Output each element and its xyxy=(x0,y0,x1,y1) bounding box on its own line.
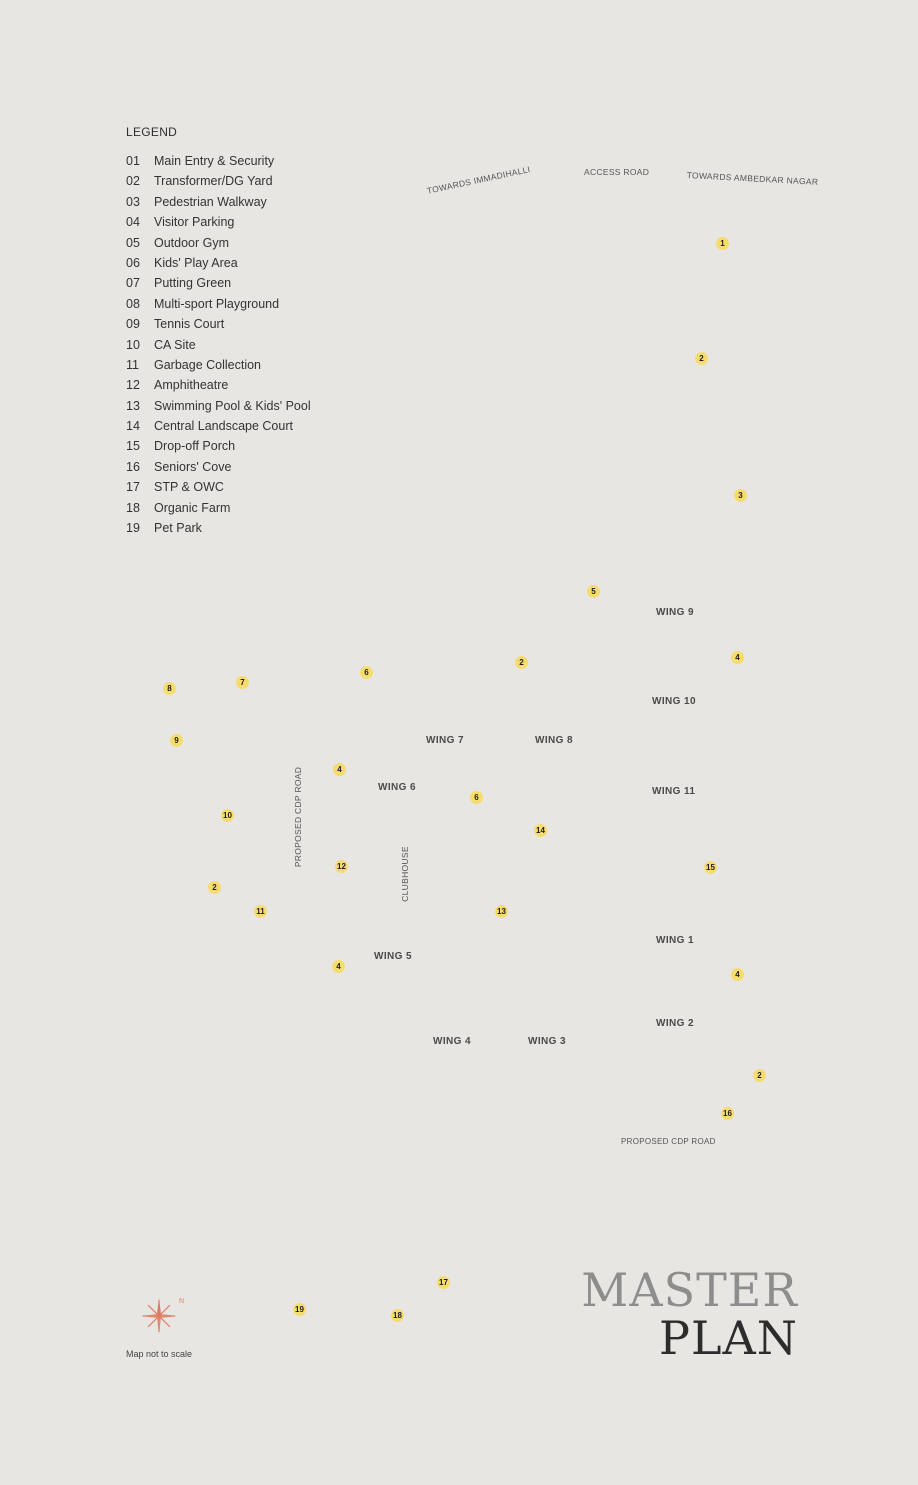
title-line-plan: PLAN xyxy=(659,1311,798,1365)
amenity-marker[interactable]: 6 xyxy=(360,666,373,679)
legend-item xyxy=(126,396,311,416)
amenity-marker[interactable]: 7 xyxy=(236,676,249,689)
legend-item-number: 16 xyxy=(126,459,140,474)
legend-item xyxy=(126,314,311,334)
legend-item-number: 15 xyxy=(126,439,140,454)
legend-item-number: 08 xyxy=(126,296,140,311)
clubhouse-label: CLUBHOUSE xyxy=(400,846,410,902)
amenity-marker[interactable]: 4 xyxy=(332,960,345,973)
wing-3-label: WING 3 xyxy=(528,1036,566,1047)
amenity-marker[interactable]: 4 xyxy=(731,968,744,981)
wing-4-label: WING 4 xyxy=(433,1036,471,1047)
wing-7-label: WING 7 xyxy=(426,735,464,746)
amenity-marker[interactable]: 13 xyxy=(495,905,508,918)
legend-item-label: Kids' Play Area xyxy=(154,255,238,270)
amenity-marker[interactable]: 3 xyxy=(734,489,747,502)
legend-item-label: Tennis Court xyxy=(154,317,225,332)
road-label-proposed-cdp-west: PROPOSED CDP ROAD xyxy=(293,766,303,868)
legend-item-label: Drop-off Porch xyxy=(154,439,236,454)
legend-item-label: STP & OWC xyxy=(154,480,224,495)
amenity-marker[interactable]: 4 xyxy=(731,651,744,664)
amenity-marker[interactable]: 15 xyxy=(704,861,717,874)
legend-item xyxy=(126,457,311,477)
amenity-marker[interactable]: 19 xyxy=(293,1303,306,1316)
legend-item-number: 01 xyxy=(126,154,140,168)
legend-list xyxy=(126,151,311,538)
legend-item xyxy=(126,192,311,212)
legend-item-number: 07 xyxy=(126,276,140,291)
legend-item xyxy=(126,498,311,518)
legend-item-number: 11 xyxy=(126,357,139,372)
road-label-towards-immadihalli: TOWARDS IMMADIHALLI xyxy=(426,164,532,196)
compass-rose-icon xyxy=(139,1294,187,1338)
wing-1-label: WING 1 xyxy=(656,935,694,946)
legend-item xyxy=(126,151,311,171)
amenity-marker[interactable]: 9 xyxy=(170,734,183,747)
amenity-marker[interactable]: 8 xyxy=(163,682,176,695)
legend xyxy=(126,125,311,538)
page-title xyxy=(581,1263,798,1365)
amenity-marker[interactable]: 2 xyxy=(695,352,708,365)
legend-item-number: 19 xyxy=(126,521,140,536)
amenity-marker[interactable]: 12 xyxy=(335,860,348,873)
legend-item-number: 09 xyxy=(126,317,140,332)
legend-item-label: Multi-sport Playground xyxy=(154,296,280,311)
amenity-marker[interactable]: 2 xyxy=(515,656,528,669)
legend-item-number: 03 xyxy=(126,194,140,209)
legend-item-number: 06 xyxy=(126,255,140,270)
amenity-marker[interactable]: 6 xyxy=(470,791,483,804)
amenity-marker[interactable]: 2 xyxy=(753,1069,766,1082)
legend-item xyxy=(126,518,311,538)
legend-item-number: 04 xyxy=(126,215,140,230)
legend-item-label: Transformer/DG Yard xyxy=(154,174,273,189)
legend-item xyxy=(126,294,311,314)
legend-item-number: 18 xyxy=(126,500,140,515)
legend-item-number: 12 xyxy=(126,378,140,393)
amenity-marker[interactable]: 14 xyxy=(534,824,547,837)
legend-item-label: Outdoor Gym xyxy=(154,235,230,250)
amenity-marker[interactable]: 16 xyxy=(721,1107,734,1120)
wing-11-label: WING 11 xyxy=(652,786,696,797)
legend-title: LEGEND xyxy=(126,125,178,139)
wing-8-label: WING 8 xyxy=(535,735,573,746)
legend-item xyxy=(126,273,311,293)
legend-item-label: Pet Park xyxy=(154,521,202,536)
legend-item-label: Main Entry & Security xyxy=(154,154,275,168)
legend-item xyxy=(126,375,311,395)
legend-item-label: Organic Farm xyxy=(154,500,231,515)
legend-item-label: Garbage Collection xyxy=(154,357,262,372)
legend-item-label: Pedestrian Walkway xyxy=(154,194,267,209)
road-label-proposed-cdp-south: PROPOSED CDP ROAD xyxy=(621,1137,716,1146)
legend-item xyxy=(126,233,311,253)
legend-item-label: Swimming Pool & Kids' Pool xyxy=(154,398,311,413)
wing-5-label: WING 5 xyxy=(374,951,412,962)
wing-9-label: WING 9 xyxy=(656,607,694,618)
legend-item-label: Putting Green xyxy=(154,276,232,291)
legend-item-label: Visitor Parking xyxy=(154,215,235,230)
wing-6-label: WING 6 xyxy=(378,782,416,793)
wing-10-label: WING 10 xyxy=(652,696,696,707)
legend-item-label: CA Site xyxy=(154,337,196,352)
legend-item-label: Central Landscape Court xyxy=(154,419,293,434)
legend-item-number: 05 xyxy=(126,235,140,250)
amenity-marker[interactable]: 1 xyxy=(716,237,729,250)
legend-item-number: 10 xyxy=(126,337,140,352)
legend-item xyxy=(126,335,311,355)
legend-item xyxy=(126,477,311,497)
wing-2-label: WING 2 xyxy=(656,1018,694,1029)
amenity-marker[interactable]: 5 xyxy=(587,585,600,598)
amenity-marker[interactable]: 17 xyxy=(437,1276,450,1289)
amenity-marker[interactable]: 4 xyxy=(333,763,346,776)
road-label-towards-ambedkar-nagar: TOWARDS AMBEDKAR NAGAR xyxy=(686,170,819,187)
legend-item xyxy=(126,171,311,191)
amenity-marker[interactable]: 2 xyxy=(208,881,221,894)
road-label-access-road: ACCESS ROAD xyxy=(584,167,650,177)
scale-note: Map not to scale xyxy=(126,1349,193,1359)
legend-item-number: 02 xyxy=(126,174,140,189)
legend-item xyxy=(126,416,311,436)
legend-item xyxy=(126,212,311,232)
legend-item-label: Seniors' Cove xyxy=(154,459,232,474)
legend-item-label: Amphitheatre xyxy=(154,378,229,393)
amenity-marker[interactable]: 11 xyxy=(254,905,267,918)
title-line-master: MASTER xyxy=(581,1263,798,1317)
amenity-marker[interactable]: 10 xyxy=(221,809,234,822)
legend-item xyxy=(126,355,311,375)
legend-item-number: 17 xyxy=(126,480,140,495)
compass-north-label: N xyxy=(179,1298,185,1305)
legend-item xyxy=(126,253,311,273)
legend-item-number: 14 xyxy=(126,419,140,434)
amenity-marker[interactable]: 18 xyxy=(391,1309,404,1322)
legend-item-number: 13 xyxy=(126,398,140,413)
legend-item xyxy=(126,436,311,456)
